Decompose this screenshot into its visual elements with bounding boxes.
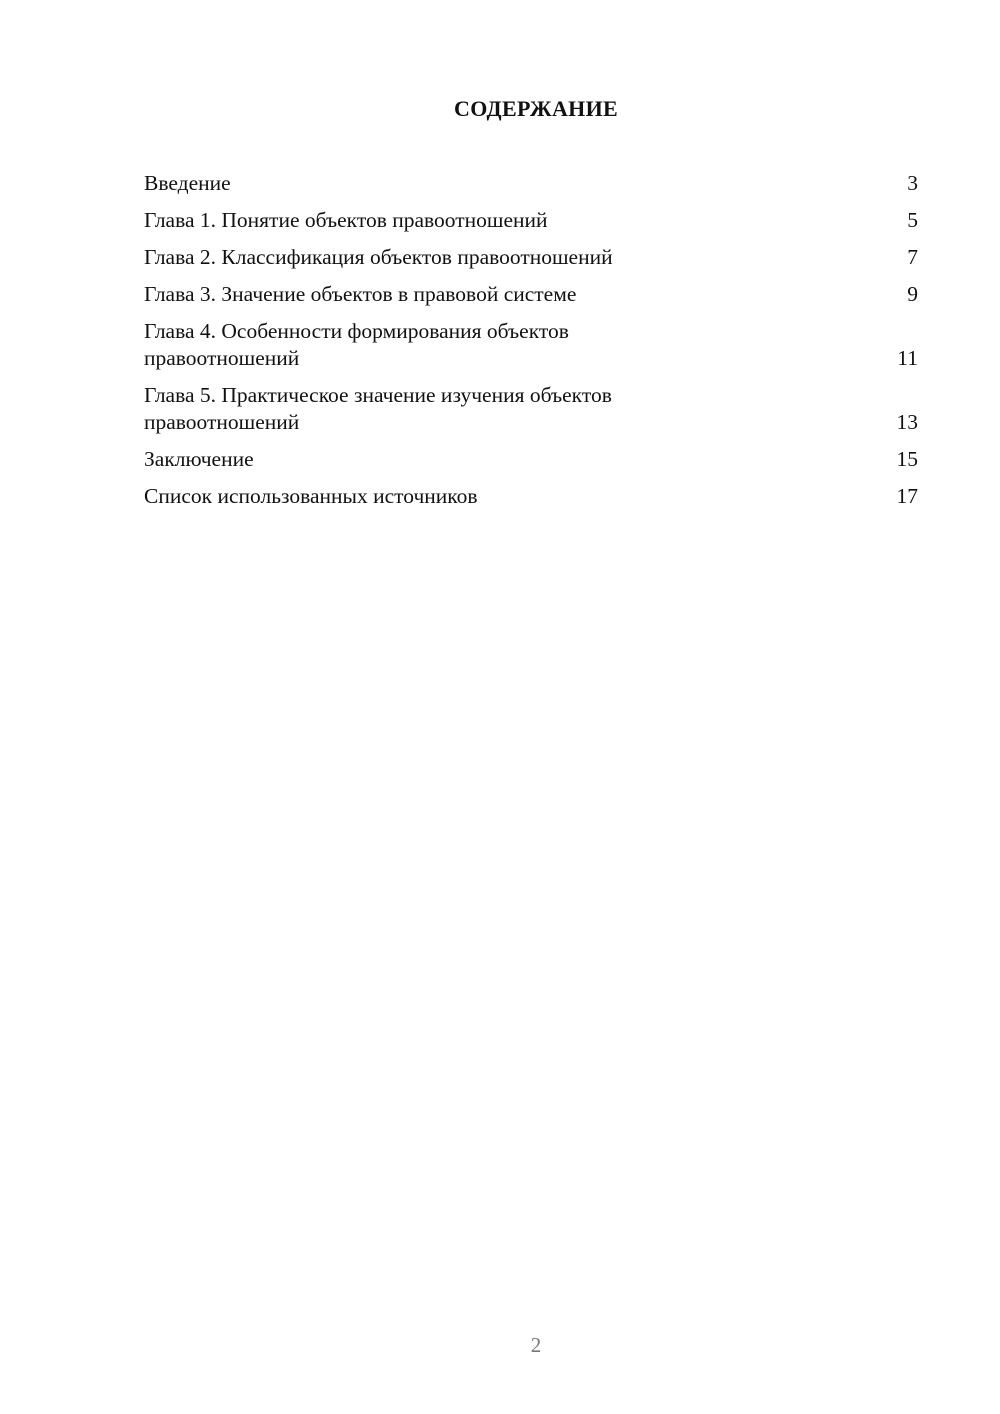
toc-entry-references [144, 483, 918, 510]
toc-entry-title: Глава 4. Особенности формирования объектов правоотношений [144, 319, 569, 370]
toc-entry-title: Глава 1. Понятие объектов правоотношений [144, 208, 548, 232]
toc-entry-page: 13 [896, 410, 918, 434]
toc-entry-title: Глава 3. Значение объектов в правовой системе [144, 282, 577, 306]
toc-entry-title: Глава 2. Классификация объектов правоотношений [144, 245, 613, 269]
toc-entry-introduction [144, 170, 918, 197]
toc-entry-conclusion [144, 446, 918, 473]
toc-entry-page: 15 [896, 447, 918, 471]
toc-entry-chapter-2 [144, 244, 918, 271]
toc-entry-chapter-5 [144, 382, 918, 436]
table-of-contents [144, 170, 918, 520]
toc-entry-title: Список использованных источников [144, 484, 478, 508]
toc-entry-chapter-3 [144, 281, 918, 308]
toc-entry-page: 17 [896, 484, 918, 508]
toc-entry-page: 11 [897, 346, 918, 370]
toc-entry-chapter-1 [144, 207, 918, 234]
toc-entry-title: Глава 5. Практическое значение изучения объектов правоотношений [144, 383, 612, 434]
toc-entry-page: 5 [907, 208, 918, 232]
toc-entry-page: 9 [907, 282, 918, 306]
toc-entry-page: 3 [907, 171, 918, 195]
toc-entry-title: Заключение [144, 447, 254, 471]
toc-entry-title: Введение [144, 171, 231, 195]
page-number: 2 [530, 1333, 542, 1357]
toc-entry-chapter-4 [144, 318, 918, 372]
toc-entry-page: 7 [907, 245, 918, 269]
page-title: СОДЕРЖАНИЕ [454, 96, 618, 121]
